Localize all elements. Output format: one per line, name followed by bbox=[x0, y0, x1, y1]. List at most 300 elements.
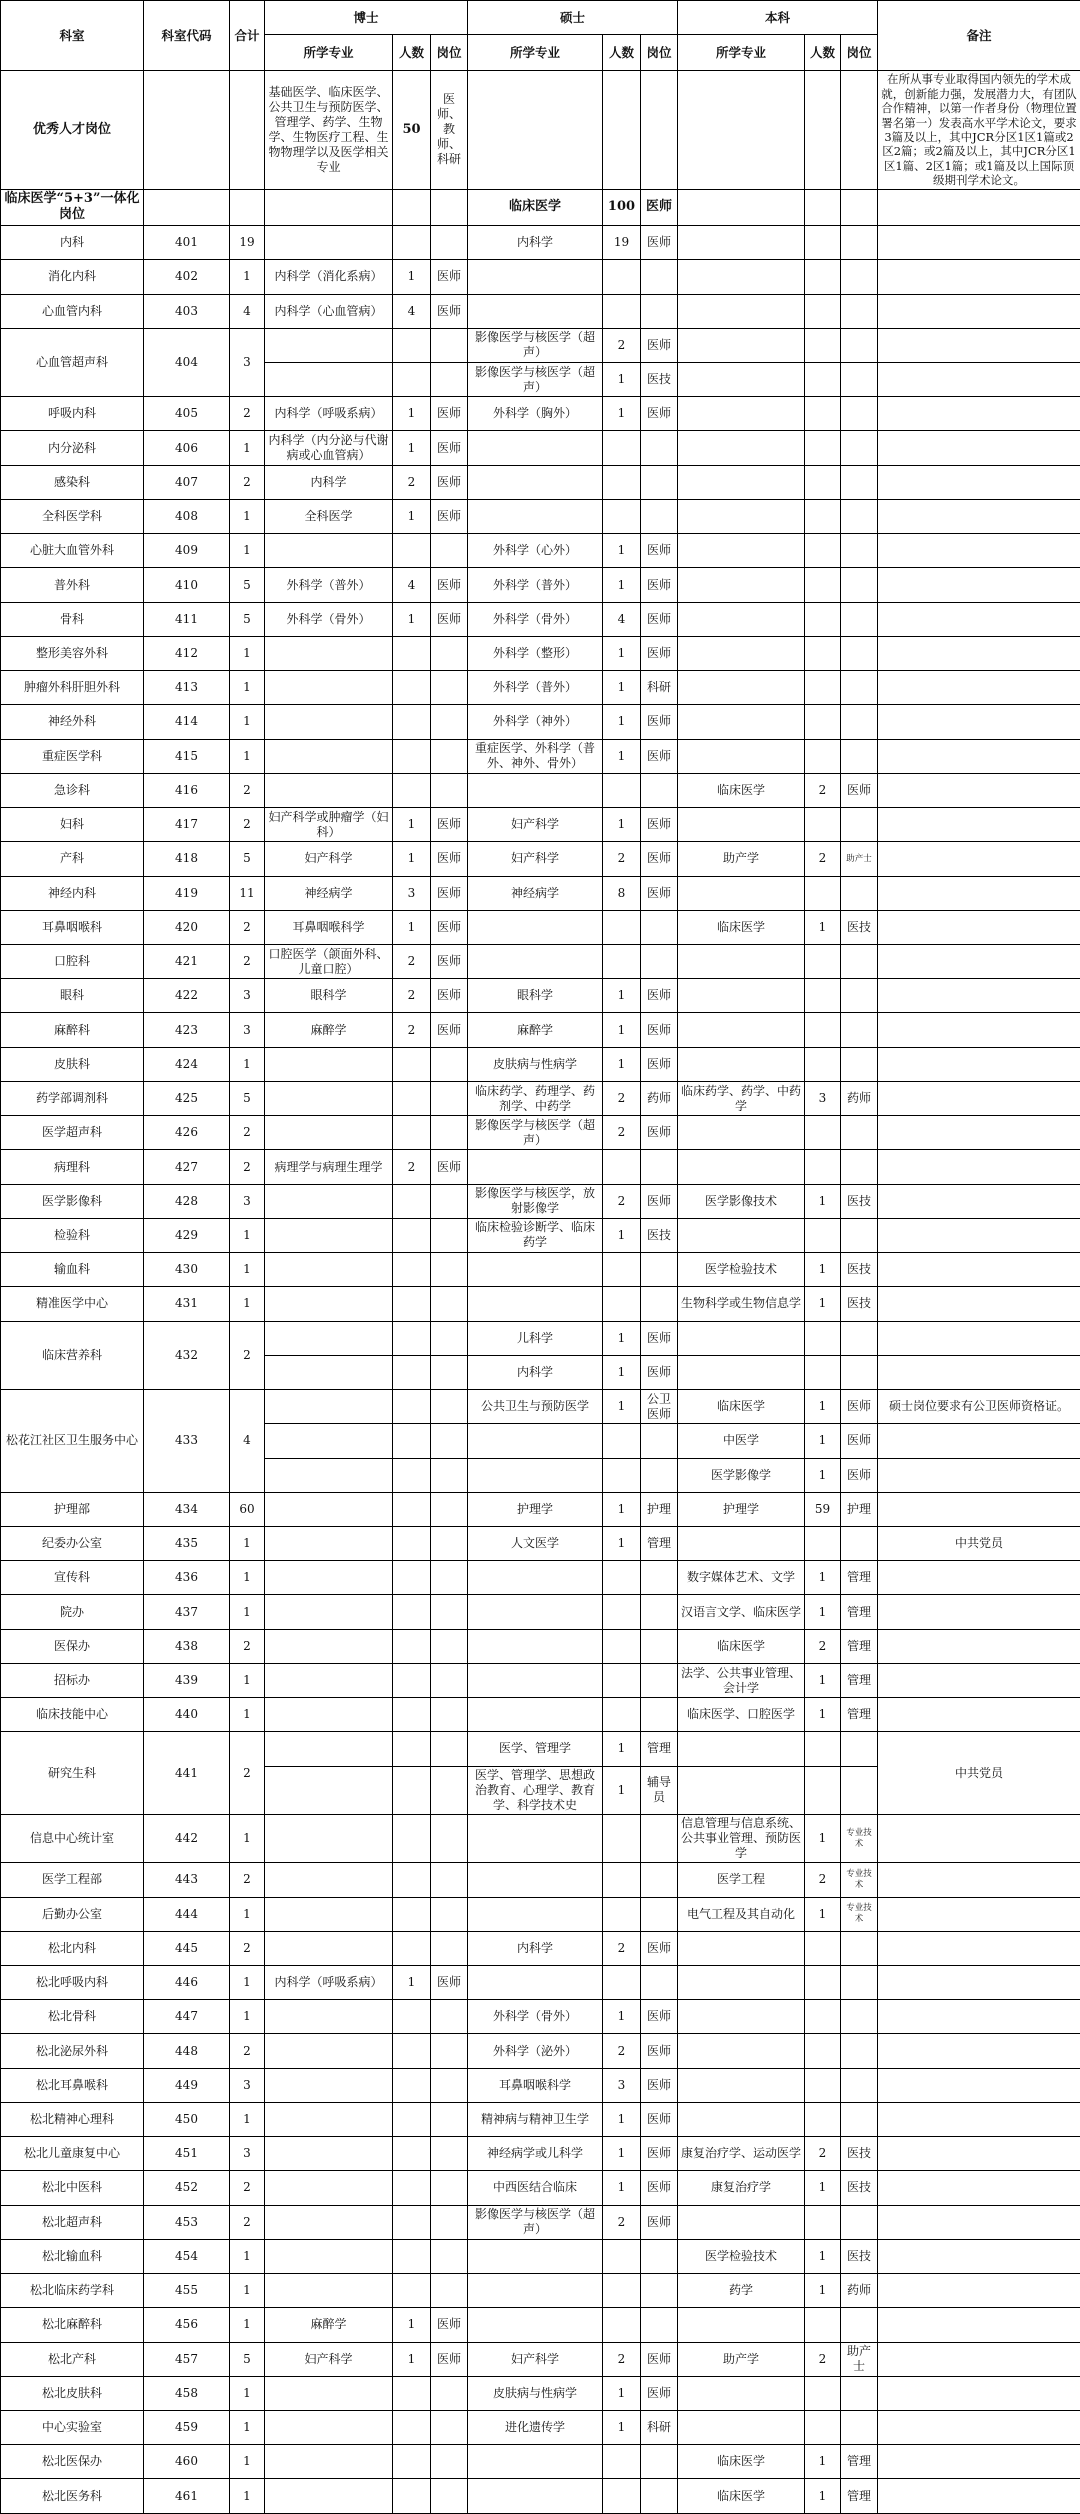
table-cell: 435 bbox=[144, 1526, 230, 1560]
table-cell: 外科学（骨外） bbox=[468, 2000, 603, 2034]
table-cell bbox=[265, 1698, 393, 1732]
table-cell: 松北产科 bbox=[1, 2342, 144, 2376]
table-cell bbox=[878, 2171, 1080, 2205]
table-row bbox=[1, 910, 1080, 944]
table-cell: 药学部调剂科 bbox=[1, 1081, 144, 1115]
table-cell bbox=[878, 705, 1080, 739]
table-cell bbox=[678, 1355, 805, 1389]
table-cell: 重症医学、外科学（普外、神外、骨外） bbox=[468, 739, 603, 773]
table-cell bbox=[641, 499, 678, 533]
table-cell: 2 bbox=[393, 1150, 431, 1184]
table-cell bbox=[878, 189, 1080, 225]
table-cell: 1 bbox=[805, 1595, 841, 1629]
table-cell: 2 bbox=[230, 397, 265, 431]
table-cell: 1 bbox=[603, 1390, 641, 1424]
table-cell: 1 bbox=[230, 671, 265, 705]
table-cell: 5 bbox=[230, 842, 265, 876]
table-cell bbox=[265, 1526, 393, 1560]
table-cell bbox=[641, 260, 678, 294]
table-cell: 神经病学 bbox=[468, 876, 603, 910]
table-row bbox=[1, 294, 1080, 328]
table-cell: 医师、教师、科研 bbox=[431, 71, 468, 190]
table-cell bbox=[265, 1424, 393, 1458]
table-cell bbox=[805, 328, 841, 362]
table-cell bbox=[805, 465, 841, 499]
table-cell: 2 bbox=[230, 1732, 265, 1815]
table-cell bbox=[265, 1253, 393, 1287]
table-cell: 妇产科学 bbox=[468, 2342, 603, 2376]
table-cell bbox=[805, 739, 841, 773]
table-cell bbox=[878, 1116, 1080, 1150]
table-cell: 402 bbox=[144, 260, 230, 294]
table-cell: 管理 bbox=[841, 1663, 878, 1697]
table-cell: 管理 bbox=[841, 2445, 878, 2479]
table-cell bbox=[641, 1287, 678, 1321]
table-cell: 药师 bbox=[641, 1081, 678, 1115]
table-cell bbox=[265, 1863, 393, 1897]
table-cell bbox=[805, 260, 841, 294]
table-cell bbox=[431, 2137, 468, 2171]
table-cell bbox=[878, 2137, 1080, 2171]
table-cell bbox=[805, 876, 841, 910]
table-cell bbox=[393, 1458, 431, 1492]
table-cell: 1 bbox=[805, 2445, 841, 2479]
table-cell bbox=[603, 1814, 641, 1862]
table-cell: 2 bbox=[805, 2137, 841, 2171]
table-cell bbox=[678, 71, 805, 190]
table-cell bbox=[393, 2205, 431, 2239]
table-cell bbox=[678, 431, 805, 465]
table-cell: 4 bbox=[393, 568, 431, 602]
table-cell: 中共党员 bbox=[878, 1732, 1080, 1815]
table-cell: 441 bbox=[144, 1732, 230, 1815]
table-cell: 2 bbox=[805, 842, 841, 876]
table-cell bbox=[393, 2479, 431, 2514]
table-cell bbox=[641, 294, 678, 328]
table-row bbox=[1, 397, 1080, 431]
table-cell: 2 bbox=[230, 1629, 265, 1663]
table-cell: 1 bbox=[393, 1965, 431, 1999]
table-cell bbox=[678, 363, 805, 397]
table-cell: 消化内科 bbox=[1, 260, 144, 294]
table-cell: 内科 bbox=[1, 226, 144, 260]
table-cell: 临床医学 bbox=[678, 2479, 805, 2514]
table-cell: 2 bbox=[603, 2205, 641, 2239]
table-cell: 455 bbox=[144, 2274, 230, 2308]
table-cell bbox=[841, 465, 878, 499]
table-cell: 1 bbox=[393, 2342, 431, 2376]
table-cell: 403 bbox=[144, 294, 230, 328]
table-cell: 输血科 bbox=[1, 1253, 144, 1287]
table-cell bbox=[265, 2411, 393, 2445]
table-cell bbox=[805, 2102, 841, 2136]
table-cell: 医师 bbox=[431, 842, 468, 876]
table-cell: 1 bbox=[603, 636, 641, 670]
table-cell bbox=[393, 226, 431, 260]
table-cell bbox=[431, 1047, 468, 1081]
table-cell: 1 bbox=[230, 2102, 265, 2136]
table-cell: 404 bbox=[144, 328, 230, 396]
table-cell: 临床医学 bbox=[678, 773, 805, 807]
table-cell: 1 bbox=[230, 705, 265, 739]
table-cell: 神经外科 bbox=[1, 705, 144, 739]
table-cell: 415 bbox=[144, 739, 230, 773]
table-cell: 医技 bbox=[841, 1287, 878, 1321]
table-cell bbox=[805, 1013, 841, 1047]
table-cell: 临床医学“5+3”一体化岗位 bbox=[1, 189, 144, 225]
table-cell bbox=[393, 1184, 431, 1218]
table-cell: 松北骨科 bbox=[1, 2000, 144, 2034]
table-cell bbox=[468, 2308, 603, 2342]
table-cell: 法学、公共事业管理、会计学 bbox=[678, 1663, 805, 1697]
table-row bbox=[1, 1081, 1080, 1115]
table-cell bbox=[878, 1321, 1080, 1355]
table-cell: 428 bbox=[144, 1184, 230, 1218]
table-cell: 内科学（呼吸系病） bbox=[265, 1965, 393, 1999]
table-cell bbox=[678, 465, 805, 499]
table-cell: 医师 bbox=[431, 397, 468, 431]
table-cell bbox=[678, 1047, 805, 1081]
table-cell: 临床药学、药学、中药学 bbox=[678, 1081, 805, 1115]
table-cell bbox=[805, 568, 841, 602]
table-cell: 100 bbox=[603, 189, 641, 225]
table-cell: 医学、管理学、思想政治教育、心理学、教育学、科学技术史 bbox=[468, 1766, 603, 1814]
table-cell bbox=[468, 1663, 603, 1697]
table-cell bbox=[878, 1184, 1080, 1218]
table-cell bbox=[678, 2308, 805, 2342]
table-cell bbox=[841, 1218, 878, 1252]
table-cell bbox=[878, 2376, 1080, 2410]
table-cell bbox=[805, 2411, 841, 2445]
table-row bbox=[1, 2274, 1080, 2308]
table-cell: 医学影像科 bbox=[1, 1184, 144, 1218]
table-cell: 5 bbox=[230, 602, 265, 636]
table-cell bbox=[805, 944, 841, 978]
table-cell: 研究生科 bbox=[1, 1732, 144, 1815]
table-cell: 精准医学中心 bbox=[1, 1287, 144, 1321]
table-cell: 医师 bbox=[641, 876, 678, 910]
table-cell: 4 bbox=[393, 294, 431, 328]
table-cell: 50 bbox=[393, 71, 431, 190]
table-cell bbox=[393, 705, 431, 739]
table-cell: 医学工程 bbox=[678, 1863, 805, 1897]
table-cell: 1 bbox=[230, 2239, 265, 2273]
table-cell: 医师 bbox=[841, 1424, 878, 1458]
table-cell bbox=[841, 2411, 878, 2445]
table-cell: 1 bbox=[230, 1965, 265, 1999]
table-cell: 麻醉学 bbox=[468, 1013, 603, 1047]
table-cell: 1 bbox=[805, 2239, 841, 2273]
table-cell bbox=[393, 363, 431, 397]
table-row bbox=[1, 739, 1080, 773]
table-cell: 内科学 bbox=[468, 1931, 603, 1965]
table-cell bbox=[431, 2102, 468, 2136]
table-cell bbox=[641, 773, 678, 807]
table-cell: 影像医学与核医学（超声） bbox=[468, 363, 603, 397]
table-cell bbox=[431, 2376, 468, 2410]
table-cell: 1 bbox=[805, 1698, 841, 1732]
table-cell: 430 bbox=[144, 1253, 230, 1287]
table-cell bbox=[678, 226, 805, 260]
table-cell bbox=[431, 636, 468, 670]
table-cell bbox=[393, 1766, 431, 1814]
table-cell: 449 bbox=[144, 2068, 230, 2102]
table-cell bbox=[878, 1047, 1080, 1081]
table-cell: 1 bbox=[603, 705, 641, 739]
table-cell: 2 bbox=[805, 1629, 841, 1663]
table-cell: 外科学（泌外） bbox=[468, 2034, 603, 2068]
table-cell: 进化遗传学 bbox=[468, 2411, 603, 2445]
table-cell bbox=[393, 1931, 431, 1965]
table-cell: 医师 bbox=[641, 1116, 678, 1150]
table-cell: 助产士 bbox=[841, 2342, 878, 2376]
table-cell: 影像医学与核医学（超声） bbox=[468, 1116, 603, 1150]
table-cell: 2 bbox=[805, 1863, 841, 1897]
table-cell: 医师 bbox=[431, 602, 468, 636]
table-row bbox=[1, 2479, 1080, 2514]
table-row bbox=[1, 1931, 1080, 1965]
table-cell: 医师 bbox=[431, 568, 468, 602]
table-cell bbox=[393, 1218, 431, 1252]
table-cell: 1 bbox=[603, 1732, 641, 1766]
table-cell bbox=[678, 2205, 805, 2239]
table-cell: 临床营养科 bbox=[1, 1321, 144, 1389]
table-cell bbox=[678, 189, 805, 225]
table-cell bbox=[678, 2411, 805, 2445]
table-row bbox=[1, 568, 1080, 602]
table-cell: 电气工程及其自动化 bbox=[678, 1897, 805, 1931]
table-row bbox=[1, 2205, 1080, 2239]
table-cell bbox=[841, 363, 878, 397]
table-cell bbox=[393, 636, 431, 670]
table-cell bbox=[393, 1321, 431, 1355]
table-cell: 管理 bbox=[841, 1561, 878, 1595]
table-cell bbox=[431, 328, 468, 362]
table-cell: 中共党员 bbox=[878, 1526, 1080, 1560]
table-cell bbox=[878, 1150, 1080, 1184]
table-cell bbox=[878, 2445, 1080, 2479]
table-cell: 医学工程部 bbox=[1, 1863, 144, 1897]
table-cell: 1 bbox=[230, 2308, 265, 2342]
table-cell: 2 bbox=[393, 465, 431, 499]
table-cell bbox=[468, 1458, 603, 1492]
table-cell: 1 bbox=[230, 1595, 265, 1629]
table-cell: 纪委办公室 bbox=[1, 1526, 144, 1560]
table-cell: 1 bbox=[603, 2171, 641, 2205]
table-cell: 1 bbox=[805, 1897, 841, 1931]
table-cell: 外科学（普外） bbox=[265, 568, 393, 602]
table-cell: 医技 bbox=[841, 2239, 878, 2273]
table-cell: 2 bbox=[230, 465, 265, 499]
table-cell bbox=[431, 2411, 468, 2445]
table-cell: 1 bbox=[805, 1287, 841, 1321]
table-cell: 1 bbox=[603, 363, 641, 397]
table-cell: 医师 bbox=[841, 1390, 878, 1424]
table-cell bbox=[878, 1424, 1080, 1458]
table-cell: 1 bbox=[805, 1458, 841, 1492]
table-cell: 1 bbox=[393, 910, 431, 944]
table-cell bbox=[393, 2376, 431, 2410]
table-cell: 感染科 bbox=[1, 465, 144, 499]
table-cell bbox=[678, 876, 805, 910]
table-cell bbox=[878, 397, 1080, 431]
table-cell: 专业技术 bbox=[841, 1863, 878, 1897]
table-cell bbox=[603, 2445, 641, 2479]
table-cell bbox=[878, 2205, 1080, 2239]
table-cell bbox=[878, 465, 1080, 499]
table-cell bbox=[265, 1047, 393, 1081]
table-cell: 皮肤科 bbox=[1, 1047, 144, 1081]
table-cell bbox=[431, 739, 468, 773]
table-cell: 2 bbox=[603, 1081, 641, 1115]
table-cell bbox=[265, 363, 393, 397]
table-cell: 3 bbox=[230, 2068, 265, 2102]
table-cell: 413 bbox=[144, 671, 230, 705]
table-cell bbox=[393, 2274, 431, 2308]
table-cell bbox=[265, 1814, 393, 1862]
table-cell: 1 bbox=[805, 910, 841, 944]
table-cell: 408 bbox=[144, 499, 230, 533]
table-cell bbox=[144, 189, 230, 225]
table-row bbox=[1, 1218, 1080, 1252]
table-cell bbox=[431, 1526, 468, 1560]
table-cell: 管理 bbox=[841, 1629, 878, 1663]
table-cell: 420 bbox=[144, 910, 230, 944]
table-cell: 医师 bbox=[641, 705, 678, 739]
table-cell: 医师 bbox=[641, 2205, 678, 2239]
table-cell bbox=[468, 71, 603, 190]
table-cell bbox=[468, 431, 603, 465]
table-cell: 内科学 bbox=[468, 1355, 603, 1389]
table-cell bbox=[393, 1492, 431, 1526]
table-cell bbox=[265, 671, 393, 705]
table-cell: 妇产科学 bbox=[265, 842, 393, 876]
table-row bbox=[1, 1116, 1080, 1150]
table-cell: 临床检验诊断学、临床药学 bbox=[468, 1218, 603, 1252]
table-cell: 3 bbox=[393, 876, 431, 910]
table-cell: 2 bbox=[230, 808, 265, 842]
table-cell bbox=[393, 2102, 431, 2136]
table-row bbox=[1, 71, 1080, 190]
table-cell bbox=[265, 1766, 393, 1814]
table-row bbox=[1, 2000, 1080, 2034]
table-cell bbox=[641, 2274, 678, 2308]
table-cell bbox=[678, 2000, 805, 2034]
table-cell: 影像医学与核医学，放射影像学 bbox=[468, 1184, 603, 1218]
table-cell: 405 bbox=[144, 397, 230, 431]
table-cell: 全科医学 bbox=[265, 499, 393, 533]
table-cell: 汉语言文学、临床医学 bbox=[678, 1595, 805, 1629]
table-cell: 麻醉学 bbox=[265, 1013, 393, 1047]
table-cell: 急诊科 bbox=[1, 773, 144, 807]
table-cell: 1 bbox=[230, 1253, 265, 1287]
table-cell: 医师 bbox=[641, 842, 678, 876]
table-cell bbox=[603, 1595, 641, 1629]
table-cell bbox=[878, 1253, 1080, 1287]
table-cell: 416 bbox=[144, 773, 230, 807]
table-cell: 医师 bbox=[431, 1150, 468, 1184]
header-phd-post: 岗位 bbox=[431, 35, 468, 71]
table-cell bbox=[841, 979, 878, 1013]
table-cell: 医师 bbox=[641, 397, 678, 431]
table-cell: 406 bbox=[144, 431, 230, 465]
table-cell bbox=[805, 1150, 841, 1184]
table-cell bbox=[878, 2034, 1080, 2068]
table-cell bbox=[431, 1218, 468, 1252]
table-cell: 医师 bbox=[641, 189, 678, 225]
table-cell: 425 bbox=[144, 1081, 230, 1115]
table-cell bbox=[805, 499, 841, 533]
table-cell: 心血管内科 bbox=[1, 294, 144, 328]
table-cell bbox=[641, 1863, 678, 1897]
table-cell: 1 bbox=[603, 568, 641, 602]
table-cell: 442 bbox=[144, 1814, 230, 1862]
table-cell: 生物科学或生物信息学 bbox=[678, 1287, 805, 1321]
table-cell: 2 bbox=[230, 1150, 265, 1184]
table-cell: 2 bbox=[230, 773, 265, 807]
table-cell bbox=[468, 1965, 603, 1999]
header-bachelor-count: 人数 bbox=[805, 35, 841, 71]
table-cell bbox=[805, 1355, 841, 1389]
table-cell bbox=[805, 534, 841, 568]
table-cell bbox=[805, 2034, 841, 2068]
table-cell: 411 bbox=[144, 602, 230, 636]
table-cell bbox=[265, 2376, 393, 2410]
table-cell bbox=[878, 1931, 1080, 1965]
table-cell: 2 bbox=[805, 773, 841, 807]
table-cell: 医师 bbox=[641, 2000, 678, 2034]
table-cell bbox=[468, 1424, 603, 1458]
table-cell bbox=[393, 2411, 431, 2445]
table-cell: 医师 bbox=[641, 2171, 678, 2205]
table-row bbox=[1, 189, 1080, 225]
table-cell bbox=[878, 1863, 1080, 1897]
table-cell bbox=[641, 1458, 678, 1492]
table-cell: 中心实验室 bbox=[1, 2411, 144, 2445]
table-cell: 医师 bbox=[641, 1047, 678, 1081]
table-row bbox=[1, 2171, 1080, 2205]
table-cell: 3 bbox=[230, 1184, 265, 1218]
table-cell: 内科学（心血管病） bbox=[265, 294, 393, 328]
table-row bbox=[1, 1561, 1080, 1595]
header-dept: 科室 bbox=[1, 1, 144, 71]
table-cell: 2 bbox=[230, 1931, 265, 1965]
table-cell bbox=[878, 1013, 1080, 1047]
table-cell bbox=[265, 2274, 393, 2308]
table-cell bbox=[265, 1218, 393, 1252]
table-cell: 临床医学、口腔医学 bbox=[678, 1698, 805, 1732]
table-cell bbox=[878, 2000, 1080, 2034]
table-cell bbox=[265, 1116, 393, 1150]
table-cell: 2 bbox=[230, 2171, 265, 2205]
table-cell bbox=[878, 910, 1080, 944]
table-cell: 19 bbox=[230, 226, 265, 260]
table-cell: 421 bbox=[144, 944, 230, 978]
table-cell bbox=[678, 1965, 805, 1999]
table-cell bbox=[878, 294, 1080, 328]
table-cell bbox=[805, 1965, 841, 1999]
table-cell bbox=[468, 260, 603, 294]
table-cell: 医学影像技术 bbox=[678, 1184, 805, 1218]
table-cell bbox=[603, 1897, 641, 1931]
table-cell: 3 bbox=[230, 328, 265, 396]
table-cell bbox=[393, 1732, 431, 1766]
table-cell: 414 bbox=[144, 705, 230, 739]
table-cell: 443 bbox=[144, 1863, 230, 1897]
table-cell bbox=[393, 1663, 431, 1697]
table-cell: 19 bbox=[603, 226, 641, 260]
table-row bbox=[1, 534, 1080, 568]
